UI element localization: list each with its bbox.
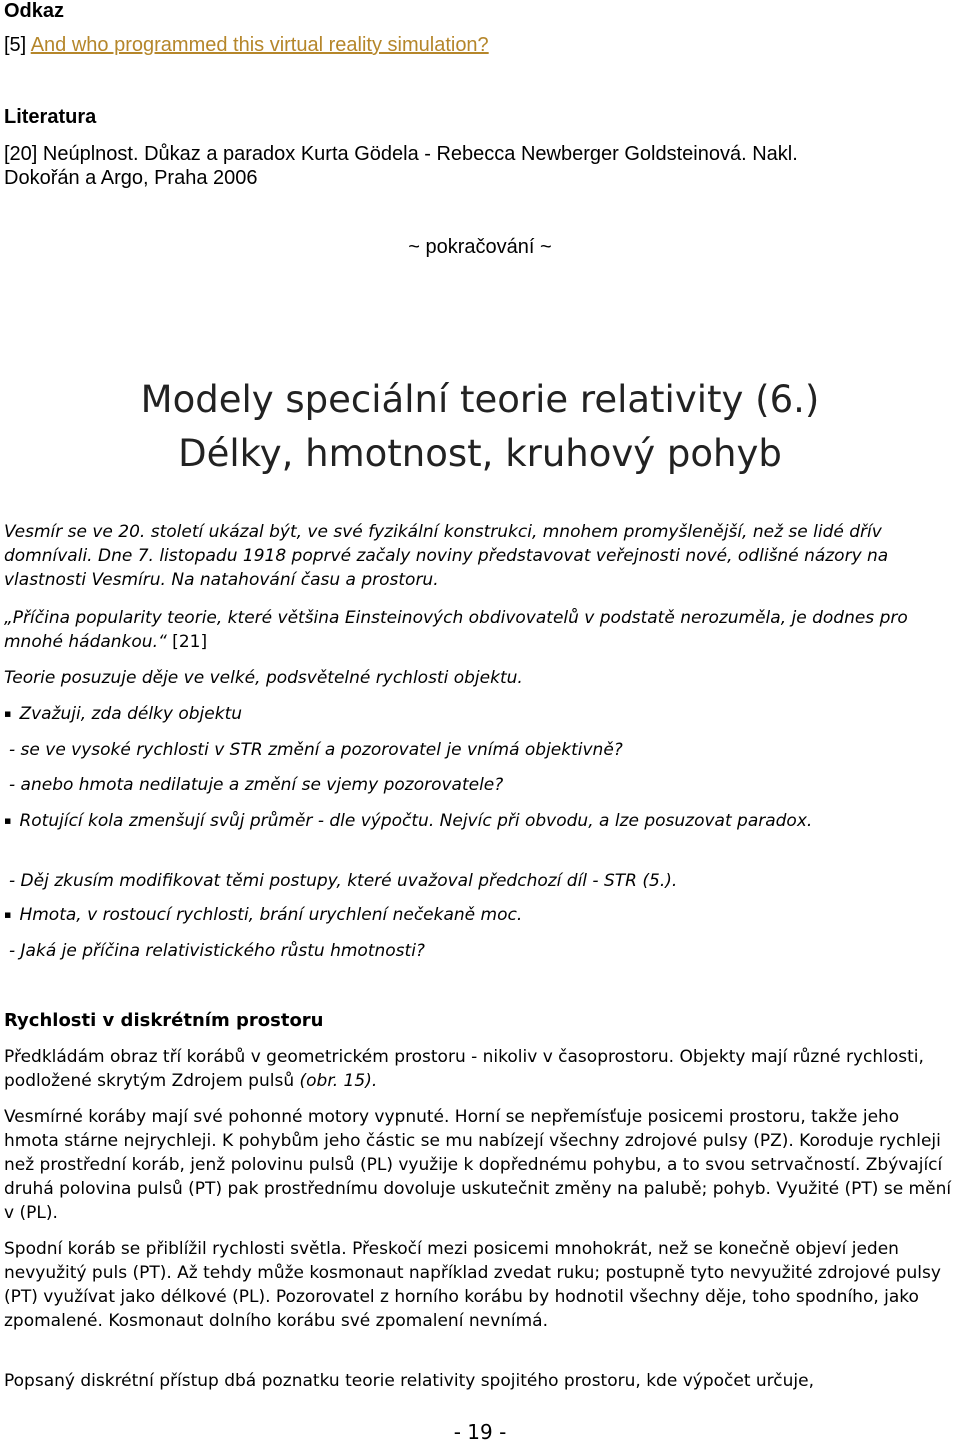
bullet-subline: - se ve vysoké rychlosti v STR změní a pozorovatel je vnímá objektivně? — [9, 740, 623, 760]
article-title: Modely speciální teorie relativity (6.) — [140, 378, 820, 421]
bullet-subline: - Jaká je příčina relativistického růstu hmotnosti? — [9, 941, 425, 961]
continuation-note: ~ pokračování ~ — [408, 236, 552, 258]
einstein-quote: „Příčina popularity teorie, které většina Einsteinových obdivovatelů v podstatě nerozuměla, je dodnes pro mnohé hádankou.“ — [4, 608, 908, 652]
reference-number: [5] — [4, 34, 27, 56]
quote-paragraph — [4, 606, 954, 654]
bullet-item — [4, 809, 954, 835]
bullet-icon — [4, 905, 19, 925]
bullet-item — [4, 702, 954, 728]
section-paragraph-4: Popsaný diskrétní přístup dbá poznatku teorie relativity spojitého prostoru, kde výpočet určuje, — [4, 1371, 814, 1391]
article-subtitle: Délky, hmotnost, kruhový pohyb — [178, 432, 782, 475]
paragraph-text: Předkládám obraz tří korábů v geometrickém prostoru - nikoliv v časoprostoru. Objekty mají různé rychlosti, podložené skrytým Zdrojem pulsů — [4, 1047, 924, 1091]
literatura-heading: Literatura — [4, 106, 97, 128]
bullet-text: Zvažuji, zda délky objektu — [19, 704, 243, 724]
odkaz-reference — [4, 34, 489, 57]
theory-statement: Teorie posuzuje děje ve velké, podsvětelné rychlosti objektu. — [4, 668, 523, 688]
section-paragraph-2: Vesmírné koráby mají své pohonné motory vypnuté. Horní se nepřemísťuje posicemi prostoru, takže jeho hmota stárne nejrychleji. K pohybům jeho částic se mu nabízejí všechny zdrojové pulsy (PZ). Koroduje rychleji než prostřední koráb, jenž polovinu pulsů (PL) využije k dopřednému pohybu, a to svou setrvačností. Zbývající druhá polovina pulsů (PT) pak prostřednímu dovoluje uskutečnit změny na palubě; pohyb. Využité (PT) se mění v (PL). — [4, 1107, 952, 1223]
bullet-subline: - Děj zkusím modifikovat těmi postupy, které uvažoval předchozí díl - STR (5.). — [9, 871, 678, 891]
bullet-text: Hmota, v rostoucí rychlosti, brání urychlení nečekaně moc. — [19, 905, 523, 925]
intro-paragraph: Vesmír se ve 20. století ukázal být, ve své fyzikální konstrukci, mnohem promyšlenější, než se lidé dřív domnívali. Dne 7. listopadu 1918 poprvé začaly noviny představovat veřejnosti nové, odlišné názory na vlastnosti Vesmíru. Na natahování času a prostoru. — [4, 522, 889, 590]
figure-reference: (obr. 15). — [299, 1071, 378, 1091]
quote-reference: [21] — [166, 632, 208, 652]
literatura-line-2: Dokořán a Argo, Praha 2006 — [4, 167, 258, 189]
bullet-text: Rotující kola zmenšují svůj průměr - dle výpočtu. Nejvíc při obvodu, a lze posuzovat paradox. — [19, 811, 813, 831]
section-paragraph-1 — [4, 1045, 954, 1093]
bullet-item — [4, 903, 954, 929]
bullet-subline: - anebo hmota nedilatuje a změní se vjemy pozorovatele? — [9, 775, 504, 795]
bullet-icon — [4, 704, 19, 724]
literatura-line-1: [20] Neúplnost. Důkaz a paradox Kurta Gödela - Rebecca Newberger Goldsteinová. Nakl. — [4, 143, 798, 165]
page-number: - 19 - — [453, 1420, 507, 1444]
section-heading: Rychlosti v diskrétním prostoru — [4, 1010, 324, 1031]
odkaz-heading: Odkaz — [4, 0, 65, 22]
reference-link[interactable]: And who programmed this virtual reality simulation? — [30, 34, 489, 56]
section-paragraph-3: Spodní koráb se přiblížil rychlosti světla. Přeskočí mezi posicemi mnohokrát, než se konečně objeví jeden nevyužitý puls (PT). Až tehdy může kosmonaut například zvedat ruku; postupně tyto nevyužité zdrojové pulsy (PT) využívat jako délkové (PL). Pozorovatel z horního korábu by hodnotil všechny děje, toho spodního, jako zpomalené. Kosmonaut dolního korábu své zpomalení nevnímá. — [4, 1239, 941, 1331]
bullet-icon — [4, 811, 19, 831]
